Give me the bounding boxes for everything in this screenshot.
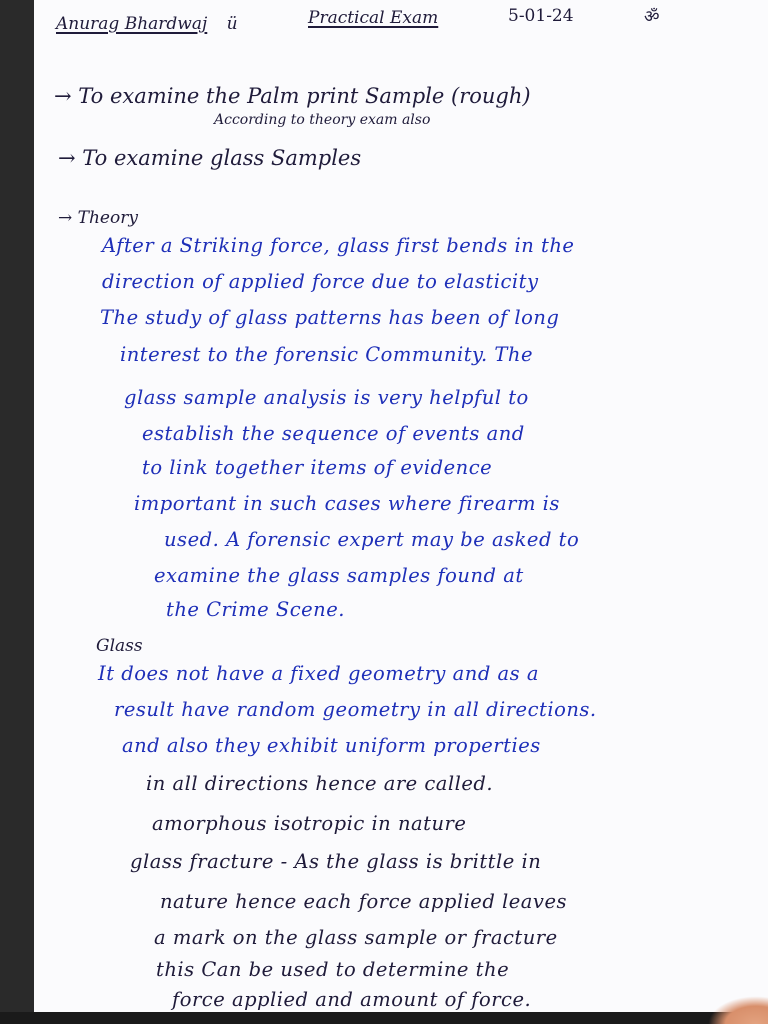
theory-line: establish the sequence of events and <box>142 422 525 445</box>
author-name: Anurag Bhardwaj ü <box>56 14 238 34</box>
theory-heading: → Theory <box>58 208 138 228</box>
page-title: Practical Exam <box>308 8 439 28</box>
glass-line: result have random geometry in all directions. <box>114 698 597 721</box>
page-shadow-edge <box>0 1012 768 1024</box>
aim-note: According to theory exam also <box>214 112 431 128</box>
theory-line: examine the glass samples found at <box>154 564 524 587</box>
aim-1: → To examine the Palm print Sample (rough) <box>54 84 531 108</box>
glass-heading: Glass <box>96 636 143 656</box>
glass-line: amorphous isotropic in nature <box>152 812 467 835</box>
theory-line: glass sample analysis is very helpful to <box>124 386 529 409</box>
theory-line: used. A forensic expert may be asked to <box>164 528 580 551</box>
fracture-line: force applied and amount of force. <box>172 988 532 1011</box>
page-date: 5-01-24 <box>508 6 574 26</box>
theory-line: interest to the forensic Community. The <box>120 343 533 366</box>
glass-line: in all directions hence are called. <box>146 772 494 795</box>
fracture-line: this Can be used to determine the <box>156 958 510 981</box>
fracture-line: a mark on the glass sample or fracture <box>154 926 558 949</box>
theory-line: important in such cases where firearm is <box>134 492 560 515</box>
om-symbol: ॐ <box>644 7 660 27</box>
fracture-line: glass fracture - As the glass is brittle in <box>130 850 542 873</box>
notebook-page <box>34 0 768 1024</box>
theory-line: direction of applied force due to elasticity <box>102 270 539 293</box>
glass-line: It does not have a fixed geometry and as a <box>98 662 539 685</box>
smiley-icon: ü <box>226 14 238 34</box>
glass-line: and also they exhibit uniform properties <box>122 734 541 757</box>
fracture-line: nature hence each force applied leaves <box>160 890 567 913</box>
theory-line: the Crime Scene. <box>166 598 345 621</box>
theory-line: The study of glass patterns has been of long <box>100 306 560 329</box>
finger-in-frame <box>708 996 768 1024</box>
aim-2: → To examine glass Samples <box>58 146 362 170</box>
theory-line: After a Striking force, glass first bends in the <box>102 234 575 257</box>
theory-line: to link together items of evidence <box>142 456 493 479</box>
